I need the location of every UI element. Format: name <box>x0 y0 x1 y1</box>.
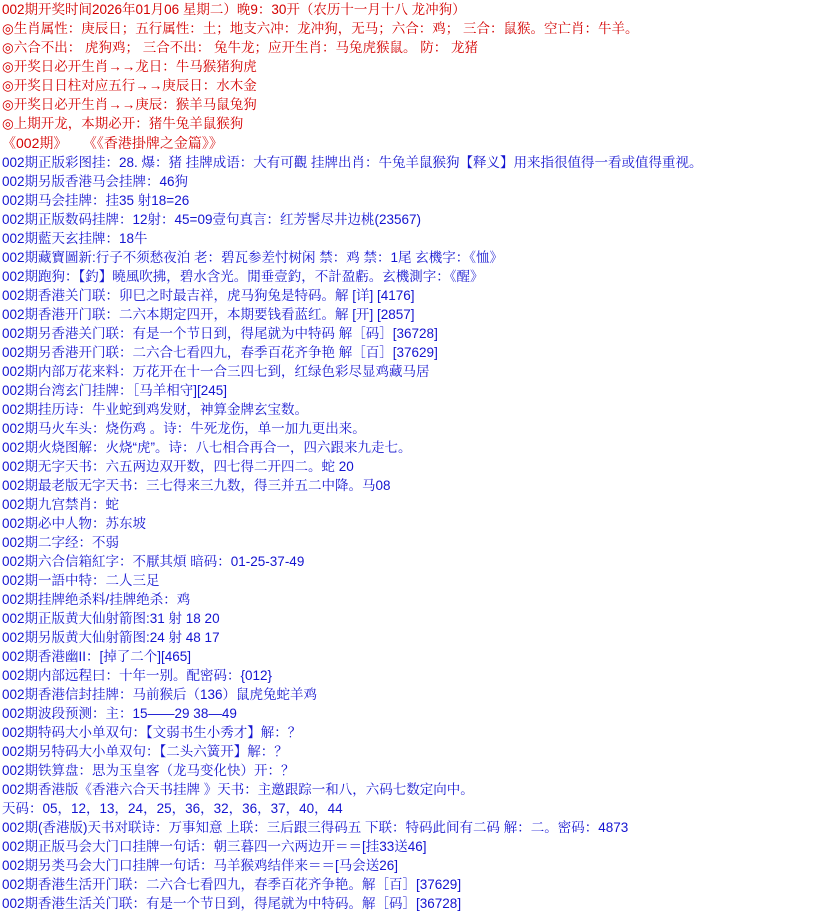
header-line: ◎开奖日必开生肖→→庚辰：猴羊马鼠兔狗 <box>2 97 257 112</box>
body-line: 002期另香港开门联：二六合七看四九，春季百花齐争艳 解［百］[37629] <box>2 345 438 360</box>
body-line: 002期另类马会大门口挂牌一句话：马羊猴鸡结伴来＝＝[马会送26] <box>2 858 399 873</box>
header-line: ◎六合不出： 虎狗鸡； 三合不出： 兔牛龙；应开生肖：马兔虎猴鼠。 防： 龙猪 <box>2 40 479 55</box>
body-line: 002期最老版无字天书：三七得来三九数，得三并五二中降。马08 <box>2 478 391 493</box>
header-line: 002期开奖时间2026年01月06 星期二）晚9：30开（农历十一月十八 龙冲狗） <box>2 2 466 17</box>
body-line: 002期马会挂牌：挂35 射18=26 <box>2 193 190 208</box>
body-line: 002期(香港版)天书对联诗：万事知意 上联：三后跟三得码五 下联：特码此间有二码 解：二。密码：4873 <box>2 820 629 835</box>
body-line: 002期藍天玄挂牌：18牛 <box>2 231 148 246</box>
body-line: 002期必中人物：苏东坡 <box>2 516 147 531</box>
body-block <box>0 153 836 913</box>
section-title-issue: 《002期》 <box>2 135 68 151</box>
section-title <box>0 133 836 153</box>
header-line: ◎生肖属性：庚辰日；五行属性：土；地支六冲：龙冲狗，无马；六合：鸡； 三合：鼠猴。空亡肖：牛羊。 <box>2 21 639 36</box>
body-line: 002期一語中特：二人三足 <box>2 573 160 588</box>
body-line: 002期香港生活开门联：二六合七看四九，春季百花齐争艳。解［百］[37629] <box>2 877 462 892</box>
body-line: 002期二字经：不弱 <box>2 535 120 550</box>
body-line: 002期无字天书：六五两边双开数，四七得二开四二。蛇 20 <box>2 459 354 474</box>
body-line: 002期香港版《香港六合天书挂牌 》天书：主邀跟踪一和八，六码七数定向中。 <box>2 782 474 797</box>
header-line: ◎开奖日必开生肖→→龙日：牛马猴猪狗虎 <box>2 59 257 74</box>
body-line: 002期六合信箱紅字：不厭其煩 暗码：01-25-37-49 <box>2 554 305 569</box>
body-line: 002期挂历诗：牛业蛇到鸡发财，神算金牌玄宝数。 <box>2 402 309 417</box>
body-line: 002期正版数码挂牌：12射：45=09壹句真言：红芳髺尽井边桃(23567) <box>2 212 421 227</box>
body-line: 002期香港幽II：[掉了二个][465] <box>2 649 192 664</box>
body-line: 002期九宫禁肖：蛇 <box>2 497 120 512</box>
body-line: 002期马火车头：烧伤鸡 。诗：牛死龙伤，单一加九更出来。 <box>2 421 366 436</box>
body-line: 002期跑狗：【釣】曉風吹拂，碧水含光。閒垂壹釣，不計盈虧。玄機測字：《醒》 <box>2 269 484 284</box>
body-line: 002期香港关门联：卯巳之时最吉祥，虎马狗兔是特码。解 [详] [4176] <box>2 288 415 303</box>
body-line: 002期香港开门联：二六本期定四开，本期要钱看蓝红。解 [开] [2857] <box>2 307 415 322</box>
header-line: ◎开奖日日柱对应五行→→庚辰日：水木金 <box>2 78 257 93</box>
body-line: 002期另版黄大仙射箭图:24 射 48 17 <box>2 630 220 645</box>
body-line: 002期挂牌绝杀料/挂牌绝杀：鸡 <box>2 592 191 607</box>
header-line: ◎上期开龙，本期必开：猪牛兔羊鼠猴狗 <box>2 116 244 131</box>
section-title-name: 《《香港掛牌之金篇》》 <box>82 135 223 151</box>
body-line: 002期铁算盘：思为玉皇客（龙马变化快）开：？ <box>2 763 295 778</box>
body-line: 002期正版马会大门口挂牌一句话：朝三暮四一六两边开＝＝[挂33送46] <box>2 839 427 854</box>
body-line: 002期藏寶圖新:行子不须愁夜泊 老：碧瓦参差忖树闲 禁：鸡 禁：1尾 玄機字：《恤》 <box>2 250 504 265</box>
body-line: 002期特码大小单双句：【文弱书生小秀才】解：？ <box>2 725 302 740</box>
body-line: 002期正版彩图挂：28. 爆：猪 挂牌成语：大有可觀 挂牌出肖：牛兔羊鼠猴狗【释义】用来指很值得一看或值得重视。 <box>2 155 703 170</box>
body-line: 002期另香港关门联：有是一个节日到，得尾就为中特码 解［码］[36728] <box>2 326 438 341</box>
body-line: 002期另特码大小单双句：【二头六簧开】解：？ <box>2 744 288 759</box>
body-line: 002期波段预测：主：15——29 38—49 <box>2 706 237 721</box>
body-line: 002期内部远程曰：十年一别。配密码：{012} <box>2 668 273 683</box>
body-line: 002期台湾玄门挂牌：［马羊相守][245] <box>2 383 228 398</box>
body-line: 002期正版黄大仙射箭图:31 射 18 20 <box>2 611 220 626</box>
body-line: 天码：05，12，13，24，25，36，32，36，37，40，44 <box>2 801 343 816</box>
section-title-spacer <box>71 135 79 151</box>
body-line: 002期香港生活关门联：有是一个节日到，得尾就为中特码。解［码］[36728] <box>2 896 462 911</box>
body-line: 002期内部万花来料：万花开在十一合三四七到，红绿色彩尽显鸡藏马居 <box>2 364 430 379</box>
body-line: 002期香港信封挂牌：马前猴后（136）鼠虎兔蛇羊鸡 <box>2 687 318 702</box>
header-block <box>0 0 836 133</box>
body-line: 002期火烧图解：火烧“虎”。诗：八七相合再合一，四六跟来九走七。 <box>2 440 412 455</box>
body-line: 002期另版香港马会挂牌：46狗 <box>2 174 189 189</box>
